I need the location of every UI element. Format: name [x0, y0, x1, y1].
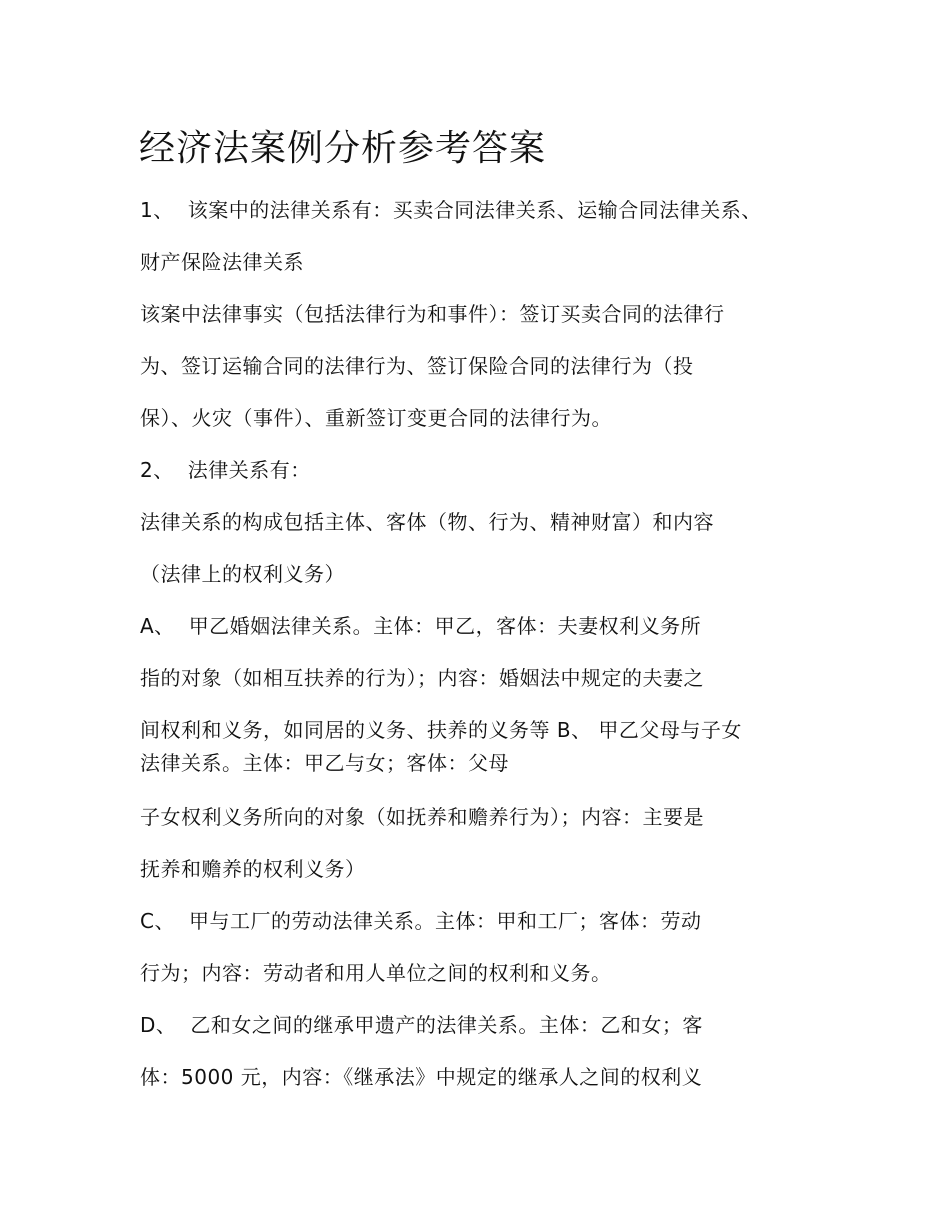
text-line: [140, 907, 701, 935]
line-text: 甲与工厂的劳动法律关系。主体：甲和工厂；客体：劳动: [188, 909, 702, 933]
text-line: [140, 300, 725, 328]
text-line: [140, 560, 345, 588]
line-text: 行为；内容：劳动者和用人单位之间的权利和义务。: [140, 961, 612, 985]
line-text: 该案中法律事实（包括法律行为和事件）：签订买卖合同的法律行: [140, 302, 725, 326]
list-marker: A、: [140, 614, 175, 638]
text-line: [140, 716, 742, 744]
text-line: [140, 664, 704, 692]
text-line: [140, 196, 762, 224]
text-line: [140, 352, 694, 380]
line-text: 抚养和赡养的权利义务）: [140, 857, 366, 881]
line-text: （法律上的权利义务）: [140, 562, 345, 586]
line-text: 为、签订运输合同的法律行为、签订保险合同的法律行为（投: [140, 354, 694, 378]
text-line: [140, 508, 714, 536]
line-text: 子女权利义务所向的对象（如抚养和赡养行为）；内容：主要是: [140, 805, 704, 829]
text-line: [140, 248, 304, 276]
text-line: [140, 803, 704, 831]
document-title: 经济法案例分析参考答案: [139, 128, 547, 169]
list-marker: C、: [140, 909, 175, 933]
text-line: [140, 1011, 703, 1039]
line-text: 法律关系。主体：甲乙与女；客体：父母: [140, 751, 509, 775]
line-text: 财产保险法律关系: [140, 250, 304, 274]
list-marker: 1、: [140, 198, 174, 222]
text-line: [140, 959, 612, 987]
line-text: 指的对象（如相互扶养的行为）；内容：婚姻法中规定的夫妻之: [140, 666, 704, 690]
text-line: [140, 749, 509, 777]
line-text: 法律关系的构成包括主体、客体（物、行为、精神财富）和内容: [140, 510, 714, 534]
text-line: [140, 456, 311, 484]
line-text: 甲乙婚姻法律关系。主体：甲乙，客体：夫妻权利义务所: [188, 614, 702, 638]
line-text: 间权利和义务，如同居的义务、扶养的义务等 B、 甲乙父母与子女: [140, 718, 742, 742]
line-text: 乙和女之间的继承甲遗产的法律关系。主体：乙和女；客: [190, 1013, 703, 1037]
line-text: 保）、火灾（事件）、重新签订变更合同的法律行为。: [140, 406, 612, 430]
text-line: [140, 855, 366, 883]
line-text: 法律关系有：: [187, 458, 311, 482]
text-line: [140, 404, 612, 432]
list-marker: D、: [140, 1013, 177, 1037]
line-text: 该案中的法律关系有：买卖合同法律关系、运输合同法律关系、: [187, 198, 762, 222]
line-text: 体：5000 元，内容：《继承法》中规定的继承人之间的权利义: [140, 1065, 703, 1089]
list-marker: 2、: [140, 458, 174, 482]
text-line: [140, 1063, 702, 1091]
text-line: [140, 612, 701, 640]
